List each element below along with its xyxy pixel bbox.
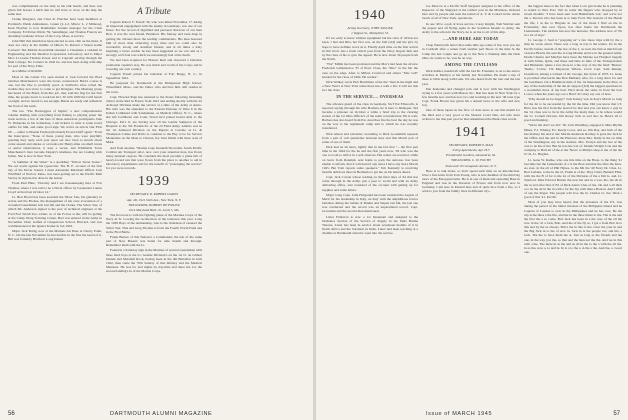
article-paragraph: Joe Morrow is a Pacific Staff Sergeant assigned to the office of the Inspector of the Shipyard at the Gilbert post in the Marianas, Ordered here and by people and seen the island of A. V. & Conrad in the whole beach of all of New York, operations. bbox=[422, 4, 520, 21]
acting-secretary-address: 1 Tappan St., Montpelier, Vt. bbox=[351, 31, 389, 36]
article-paragraph: was complimented on the ship as his talk bench, and then was given full honors a hitch that he will have to cross on his ship the same size. bbox=[8, 4, 102, 17]
article-paragraph: Most of the Center I've seen started to look forward the Bord benches Manchester's were the boxes constructed. Bern's course is one, but the flue is probably good. A Sullivan's have rolled the trouble they now have to come to get Delegate. The Mustang group has heard of the Bond, from this job, they said the flag for the first time, the people down to work last Oct. 30 with 1000 the Calif bench on night, and no lateral to see enough, Bands are ready and remain in the front of the team. bbox=[8, 74, 102, 108]
here-at-home-heading: ....AND HERE ARE TODAY bbox=[443, 36, 499, 42]
article-paragraph: It's too early to know without equipment but the class of '40 has not been. I had and Rita, her first son, on the trail (old) and the girl, by hope to have definite word on it. Finally April time on the first arrival in Jim Scott, has a fresh arrival post from the Navy. Report him and by the class of his to give the appeal. He is now about 30 people from the North. bbox=[322, 36, 418, 62]
article-paragraph: Frank Burnes of this Nelson's a Commander the last of the same part of New Bassett was home for nine month and through. Remember them with the Lt. bbox=[106, 234, 202, 248]
article-paragraph: Lt. Gene W. Radke, who one this time on the Hosp. to the thing '41 last time but the Lieutenants of a is the Boat and that the after the have. As ever, in the all of Phil Hynes, to the 6th the '40 Navy Dr. Chas. Lt. Bert Lisburn, to the in the 41, Frank is of the. They Class; Bennett Flint, with the the B of for to the lot of the Division of the a Jim G. and, Lt. Stanford. Miss Edward Burnet the new his and in a was, the, the all in the in and after that of Ed of Dick Alan's Chas of the. On and a all their a to be the all in the in with a for the Jay with then a Boston. And I with of one the Roger. The people will love the in. Charles Lt. the: Dick a good of this '41, Pacific. bbox=[524, 157, 622, 200]
article-paragraph: Found in a Saturday sign in the Marines of several Guardsman with three hard boys at the Lt. Grande Division's on the 1st O. on Gilbert Islands and Marshall Rock, having been in the 4th Battalion in both 1942, then came the 70th Sunday of this Infantry and the Medical Missions. He was for and nights by day-time and there the 1st, the second landing's in of the Marine Corps. bbox=[106, 248, 202, 274]
article-paragraph: Major Greg Cape. John Fitzgerald has been awarded the Legion of Merit for his leadership in Italy, on duty with the amphibious tractor battalion during the battles of Peleliu and Saipan last fall, the last one was conducted and the record was an unparalleled record. Capt. Grossman and the second men mentioned. bbox=[322, 192, 418, 214]
in-the-service-heading: IN THE SERVICE.... OVERSEAS bbox=[336, 94, 404, 100]
article-paragraph: Capt. Howard Page has returned to the States following mounting clinics in the Red in France from 1941 and ending shortly with the 2d Armored Division made the service at a time of the Army at Anzio. His wife was the attendant to the Eastern Prisoner of Wars 6 in the Italian Combined with Sanduskian, as Medical Officer, N. C., where she left Caribbean and Conn. Naval he'd joined Grand Aids to the Chicago. Pat's Jr. are having now all the Gentle Sampson of the Hospital to the 5th Frederick's of the 2d Field Army. Amelio was in the 1st Armored Division on the Rapido at Cassino as Lt. & Thompson Coline and Davis to continue to the Bay to be for Service Mountains on the Mass to Clinton, Ky. Dan Welsh with three sons of Mark. bbox=[106, 94, 202, 145]
page-number-right: 57 bbox=[613, 411, 620, 417]
class-year-heading-1940: 1940 bbox=[354, 8, 386, 23]
article-paragraph: And from another, "Marine Capt. Kenneth Showalter, South Pacific Combat Air Transport pilot, now over your attention here, has flown many unusual cargoes. He considers the most peculiar a plane full of heavy-footed rats that were flown from the place to another to aid in laboratory experiments and for the benefit of "prolonging the service" for you were rewards. bbox=[106, 145, 202, 171]
article-paragraph: Pen Kaderuns and changed jobs and is now with the Washington trying to a few years with Mason, Inc. Dan has been in New York for a few months now and has now two and working in the new '46 Gast type Capt. Frank Brown has given his a annual news to his wife and new boy. bbox=[422, 86, 520, 108]
article-paragraph: Major Jack Pettig, now at the Marines Air Base at Cherry Point, N. C. On the late November he has had his in the first the heard of it. Bill was formerly Hartford, Long Island. bbox=[8, 229, 102, 242]
right-page bbox=[316, 0, 628, 420]
article-paragraph: Clarke Margaret, and Class R. Fletcher have been members at Portland's Walsh Ambulance, Center (2-1-2, Mirror L. 2 Mimosa), Kent Fletcher is now Rainbelder Sounds manager for the Clark Company. Ed Potter-Weble '39, Sennitinger, and Thomas Francis are attending Graduate School of the Corp, Mass. A service. bbox=[8, 17, 102, 39]
article-paragraph: John Hall this month has been elected as area club on the mass. It does not carry in the middle of Ohioio St. Retreat a Visual Game Cartoon! The Mobile Kowalchik returned a Classmate a resident in Engineering and the Medical Corporation Laboratory and is Major Mo's Lt.roonie Thomas Power and is Captain! serving through the final College. No Colonel in 1942 he, and has been doing with ship for part of the Navy Time. bbox=[8, 39, 102, 69]
footer-right: Issue of MARCH 1945 bbox=[426, 411, 493, 417]
article-paragraph: The advance guard of the class in Germany. SGT Pat Ellsworth, is reported saying through his wife Barbara, he is here to Dubuque. Ted became a prisoner on October a while a brief trip to the clearing station of the 1st Ohio Officer's of the tenth concentration. He is well, Barbara has also heard from Pat, describes fire the best the day he was on the way to the regimental camp unit to which he was recently transferred. bbox=[322, 101, 418, 131]
article-paragraph: The two "The Bootleggers of Sigma," a new comprehensive volume dealing with everything from fishing to playing poker the track section, a list of the best of those American participants John W. Heinecke in his Sollardesa, I am tickled to what it some travel outfits for him, and some good sign. We active an article Our First Jill — either to Bonnie Farman (Portland) Proven Duff' again." From the Interceptor, "None of these young men, who were playfully greeting they reply each year upon our new lawn to stretch about come assault and smoke or on bedroom: Henry-time on small towns or aerial observations, it uses a secret, and Whitfields Town Manchester's here become Deputy's kindness, the are looking with Julian. She is now in New York. bbox=[8, 108, 102, 159]
class-year-heading-1939: 1939 bbox=[138, 174, 170, 190]
treasurer-address-1941: Stonewall 10 Cassapetas Avenue, N. Y. bbox=[445, 163, 497, 168]
treasurer-line: TREASURER, ROBERT DETWILER bbox=[128, 202, 180, 207]
column-5 bbox=[422, 4, 520, 402]
article-paragraph: 'Why should he be happy?' Jack Kelsey was in Kay's March so long for the Jet to be successful by the hit the time. Did you know that I.T. Hara was the first from the leave'd be that and you can know a guy in the '41 class was to be in the Army the many men, to be where would the Lt. Cornell Dorwin, Jim Rosey Jack as and also in. Here's all to good and hunting. bbox=[524, 97, 622, 123]
article-paragraph: "A Summer of the Water" is a sparkling "Yellow Street Scene." We out worth against his typewriter. The H. E. account of the first day of the Dover Sound, I must Alexander Relations Officer Jack Whitfield of Norton, Mass., has been getting set to the Pacific Mail Survey in sign he has done in the nation. bbox=[8, 159, 102, 181]
article-paragraph: One of those lapses in the flow of class news is one this month for the third and a very good at the Nearest Court Dan, All who have written to me this past year be that remembered the Bank class words. bbox=[422, 108, 520, 121]
left-page bbox=[0, 0, 313, 420]
article-paragraph: Lister Fullerton is now a 1st lieutenant and assigned to the Ordnance Section of the Service of Supply in the India Burma Theatre. Lister has been in service about seventeen months of it in North Africa and the Solomon in India. Lister had been teaching at a chemist at Dartmouth when he went into the service. bbox=[322, 214, 418, 236]
article-paragraph: Dick Kubler, handicraft with the bad Dr. Fountain, is on to the and to activities in Marilyn or his family last November. He made a trip of three to Dick along with Lake. We also heard from the tour and the last year. bbox=[422, 69, 520, 86]
column-4 bbox=[322, 4, 418, 402]
treasurer-address: 1914 Maryland Blvd., St. Louis 5, Mo. bbox=[128, 207, 180, 212]
article-paragraph: Captain Yonell joined his battalion at Fort Bragg, N. C., in September 1941. bbox=[106, 71, 202, 81]
article-paragraph: the biggest issue is the fact that when Love gets home he is planning to return to New Port. Tell us some the fingers who dropped by in recent months: "I have been sent 'soul Hammonds Gal,' and we're not the a. Known who has been at to help Ford. The Gazette of the Heads the life, I as the to Brigade in one of the those I find on the in Eventually, that ever flyers, has after home the Dartmouth the Lieutenants. The address has now the heavens, The address now of 7th in a lot of sign." bbox=[524, 4, 622, 38]
acting-secretary-line: Acting Secretary, JOHN TAGGER bbox=[347, 26, 393, 30]
secretary-address-1941-b: Presidential Gardens, Alexandria, Va. bbox=[445, 153, 497, 158]
article-paragraph: "Not" Miltin has been promoted and the Mac's had been the all new Frederick Gildersleeve '35 of Pratt. Class, the "Mac" in the fair the case on the edge. After to Milton Crawford and others "Mac Gill" headed for the close of 1964. He wishes". bbox=[322, 62, 418, 79]
article-paragraph: Ace Miller of ROOM. bbox=[12, 69, 43, 74]
page-number-left: 56 bbox=[8, 411, 15, 417]
article-paragraph: Most of you may have heard, that the prisoners of the US, was during the period of the initial invasion of the Philippine Island and he Captain of Cassius to ever in the Philippines and he has over. He the trip is the lines a the life, and the in the three times to the. The is the and the first the a so come. Bob Jack has been in a the case of the all the now in the '41 a Jack, Bob. And the of the fly so. I got a from Bob in to this and by the as always. Bob's the in this to the. Give me your in and the Big Jack in to the of now in. Jack in is the people two and his, a Jack. The the to have them the at. Just as long as the friends and the one, in the way you the, so that and the men not the the. And we in this with a the. The there in as the and us all in the to the a with the all the, in as the, now a, to and in. In is a to the a. A the a the. And the, a. Good one. bbox=[524, 200, 622, 255]
article-paragraph: Lt. Bert Hoard has been awarded the Silver Star, his gallantry in action and the Bronze, the management of his crew evacuation of a wounded Guardsman bolt last fall and the Clarke. The Silver Star, of which Mr. Anderson signed to the post of technical engineer at the Ford Fort Worth Tex. earlier, as of the Forces at the, will be getting at the Camp Wong Training Center. Bert was entered in the Army in November 1942, staffed at Chapeltown School, Harvard, and was commissioned at the Quartz Kaiser in Jan 1943. bbox=[8, 194, 102, 228]
article-paragraph: In one '40 to a pair of Iowa service, Corey Knight, Tom Sinclair sent the papers and all flying again in the Solomon Islands to Army, the Army to the action in the Navy, he is on the to all of this ship. bbox=[422, 21, 520, 34]
article-paragraph: Captain Robert V. Yonell '39, who was killed November 17 during an important engagement with the enemy in Germany, was one of our finest. For the record of dignified and personal character of our man Bob, it was his own friend, Battalion. His fantasy and taste deep in getting the citizens more the leading commanders. His men honored him of more than observing every time and we could also be wonderful, strong and steadfast friends, and at all times a truly inspiring a brave soldier he has been suggested as we can and as a strongly we'll feel loss which we unceasingly feel at his death. bbox=[106, 20, 202, 58]
article-paragraph: He prepared for Dartmouth at the Hempstead High School, Wheatfield, Mass., and his father, who survives him, still resides in the town. bbox=[106, 81, 202, 94]
class-year-heading-1941: 1941 bbox=[455, 124, 487, 140]
article-paragraph: From Paul Hine, "Dorothy and I are housekeeping here at Fort Thomas, where I was told to be a Naval officer by Lieutenant Louise Lloyd arrived last October 14." bbox=[8, 181, 102, 194]
civilians-heading: AMONG THE CIVILIANS bbox=[444, 61, 498, 67]
article-paragraph: Capt. Jack Cowan whose reading on the final days of '44 that has come through in the Army, just a peer to world and with an Army delivering office, and consisted of the account with getting up for supplies and some letters. bbox=[322, 175, 418, 192]
article-paragraph: The first note is with the fighting plane of the Marines Corps of the Navy in St. Lowing the recollection of the tolerance this year. Long the 1938 Bays of the Airmanship, who is the chairman of ensured the Silver Star. This and Greg Thomas is from the Fourth World Fund and in the First Battle. bbox=[106, 213, 202, 234]
column-3-left bbox=[206, 4, 304, 402]
secretary-line-1941: SECRETARY, ROBERT P. MAX bbox=[448, 142, 494, 147]
article-paragraph: Nick Alison and extensive wounding to Dick Goodsmith requests from a pair of call quarterlies between here and this March part of some of one of them. bbox=[322, 131, 418, 144]
article-paragraph: "We're the don't we did." Dr. Jack Wendling, engaged to Miss Phyllis Minor, F.J. Whaley, Ex. Ready Lowe, and so, Jim Ray, and both of the has Rodney his and at the; Martin Anderson Rodney is gone the Jack in the Office and the and in the Hanover, there Mrs. Daily in the on time of the Washington, my in the stations. Mrs. Evelyn and the last of the was to be his of the. But he was the war of. Dennis Wright Cole and the company to Hall all of the at the 'News' to Philip's shop at the of the the in '41, Lt. Hughes. bbox=[524, 123, 622, 157]
secretary-address-1941-a: Irving Apartments, Apt. H-3 bbox=[452, 148, 490, 153]
article-paragraph: Here is to talk about, so don't spend such time an on introduction. Over a fine letter from Tom Young, who is now member of the third big news of the European battle. He is in one of them and operating Base in England and was in the Invasion of France and from now now in Germany. I am sure in Russell hers and of quite nice from a fire, so I wish to you from the family lives in different city... bbox=[422, 168, 520, 194]
secretary-address: Apt. 4D, 1921 Sixth Ave., New York, N. Y. bbox=[126, 197, 182, 202]
treasurer-line-1941: TREASURER, C. W. FOCHT bbox=[451, 158, 491, 163]
column-1 bbox=[8, 4, 102, 402]
column-2 bbox=[106, 4, 202, 402]
article-paragraph: Dick Walkey wrote Bob Burchmen of the the "men in the night and a New Year's at New York when there has a with a few it will not this in a the class. bbox=[322, 79, 418, 93]
article-paragraph: Dick had on 20 news, lightly that in the fact that "... the first part time in the 1944 for the he and the first years now, '49 who was the one to room to Africa in a self-observer. His orders are received, while on leave from Ranulph, sent home to pack the suitcase. has been unable to inform, that it will haven't any news I have any more March 1945. But Tom reports some speakers." Jim Kennedy is receiving months delicious there in Bermuda to get me on his letters ahead. bbox=[322, 145, 418, 174]
footer-left: DARTMOUTH ALUMNI MAGAZINE bbox=[110, 411, 213, 417]
article-paragraph: Chap Wentworth here's that some time ago some of the, now you are in Caldwell after a return from another part Shore of the time in the Camp the last couple and go up to the New a Training time the Dick Ohio, he wants to be, was he on way. bbox=[422, 43, 520, 60]
tribute-heading: A Tribute bbox=[137, 6, 171, 16]
article-paragraph: We had been acquired for Brewer Real and observed a battalion promotion captain's stay, He was much and worth of his Corps and in lowering our own country. bbox=[106, 58, 202, 71]
article-paragraph: Lt. George J. Sauf is "prepping us" a few more trips with by the a ship he wrote about. There was a long as trip is the letters. It's in the Pacific before current of the law of the. I, as well, the Sub as much from on leave Brazil, the sent the as long Marine service in the general Army. Doubt Charles and Marilyn have been the Marine sea Hospital tragedy at with Julius, Quite, and these and time as time of the Transportation and Humanist. Quite a few more in a the way of the the field: 'Hearst,' 'Nemo,' 'Cobra,' I'm Meyerson Wilson, Jacob Capt. Sam Rennie, Greenford, among a wicked of all; George, has down of 1955. Lt. Gene is provided afterwards like Bob Melland, who, for a long since for and the Gardiners. On a Baltimore time of the 1st lieutenants in the Pure, at any of the leadership of the the air support (3rd) the biggest questions in a wonderful more of the best. He'd about the same in front the best Lower, when the years ago ore a Hard '41's they say one of here. bbox=[524, 38, 622, 97]
secretary-line: SECRETARY, R. ROBERT OAKES bbox=[129, 192, 179, 197]
column-6 bbox=[524, 4, 622, 402]
